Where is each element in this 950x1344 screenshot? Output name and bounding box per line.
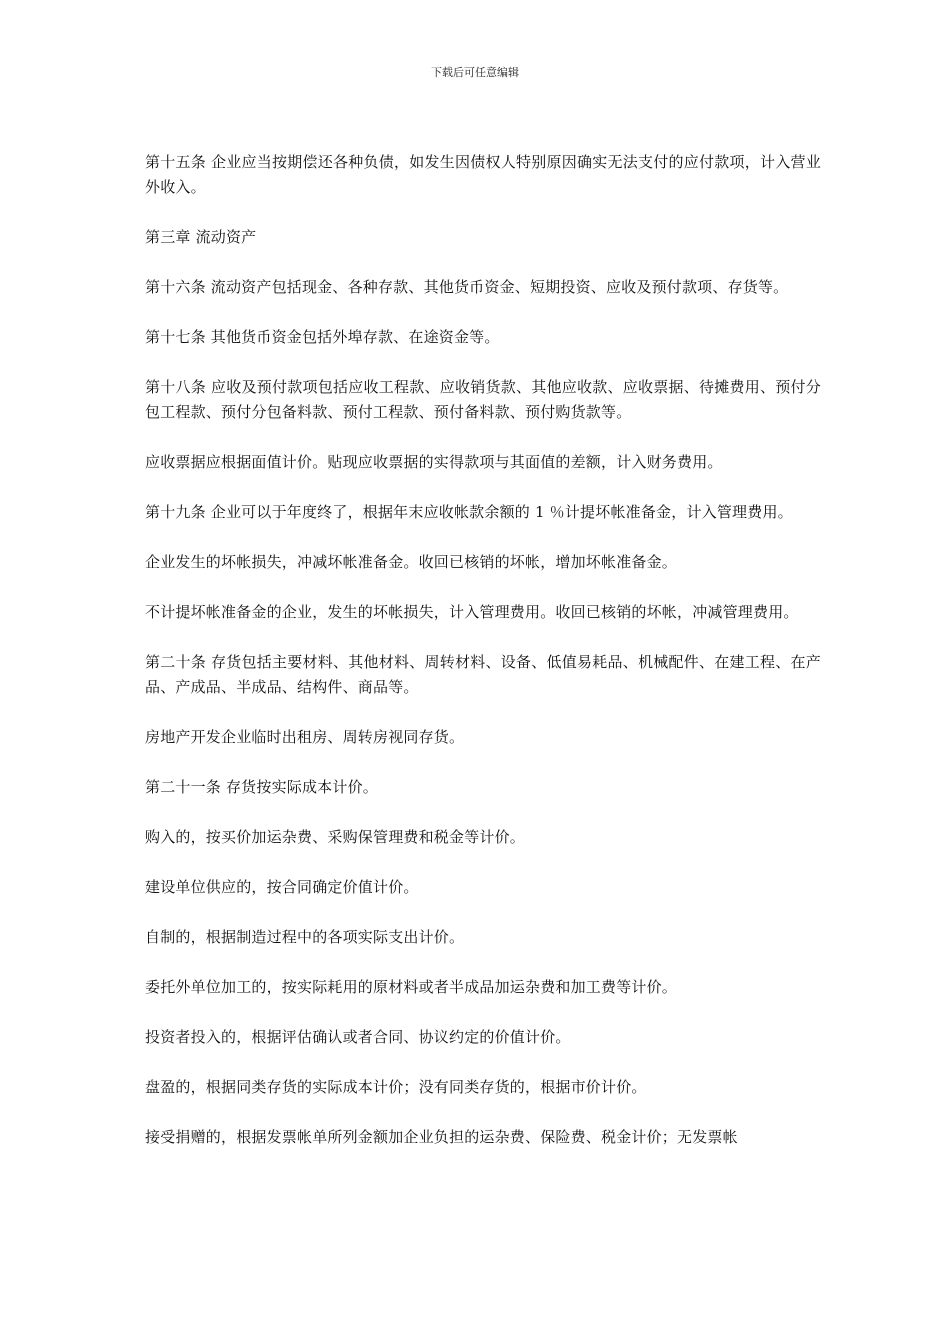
paragraph-article-20: 第二十条 存货包括主要材料、其他材料、周转材料、设备、低值易耗品、机械配件、在建工程、在产品、产成品、半成品、结构件、商品等。 bbox=[145, 653, 821, 696]
paragraph-real-estate-inventory: 房地产开发企业临时出租房、周转房视同存货。 bbox=[145, 728, 465, 746]
paragraph-article-18: 第十八条 应收及预付款项包括应收工程款、应收销货款、其他应收款、应收票据、待摊费用、预付分包工程款、预付分包备料款、预付工程款、预付备料款、预付购货款等。 bbox=[145, 378, 821, 421]
paragraph-bad-debt-loss: 企业发生的坏帐损失，冲减坏帐准备金。收回已核销的坏帐，增加坏帐准备金。 bbox=[145, 553, 678, 571]
paragraph-self-made: 自制的，根据制造过程中的各项实际支出计价。 bbox=[145, 928, 465, 946]
page-header: 下载后可任意编辑 bbox=[431, 66, 519, 79]
paragraph-article-17: 第十七条 其他货币资金包括外埠存款、在途资金等。 bbox=[145, 328, 500, 346]
paragraph-notes-receivable: 应收票据应根据面值计价。贴现应收票据的实得款项与其面值的差额，计入财务费用。 bbox=[145, 453, 723, 471]
paragraph-supplied-by-client: 建设单位供应的，按合同确定价值计价。 bbox=[145, 878, 419, 896]
paragraph-article-15: 第十五条 企业应当按期偿还各种负债，如发生因债权人特别原因确实无法支付的应付款项，计入营业外收入。 bbox=[145, 153, 821, 196]
paragraph-outsourced-processing: 委托外单位加工的，按实际耗用的原材料或者半成品加运杂费和加工费等计价。 bbox=[145, 978, 678, 996]
paragraph-inventory-surplus: 盘盈的，根据同类存货的实际成本计价；没有同类存货的，根据市价计价。 bbox=[145, 1078, 647, 1096]
paragraph-purchased: 购入的，按买价加运杂费、采购保管理费和税金等计价。 bbox=[145, 828, 526, 846]
paragraph-article-16: 第十六条 流动资产包括现金、各种存款、其他货币资金、短期投资、应收及预付款项、存货等。 bbox=[145, 278, 789, 296]
paragraph-investor-contributed: 投资者投入的，根据评估确认或者合同、协议约定的价值计价。 bbox=[145, 1028, 571, 1046]
paragraph-article-19: 第十九条 企业可以于年度终了，根据年末应收帐款余额的 1 ％计提坏帐准备金，计入管理费用。 bbox=[145, 503, 793, 521]
paragraph-no-bad-debt-reserve: 不计提坏帐准备金的企业，发生的坏帐损失，计入管理费用。收回已核销的坏帐，冲减管理费用。 bbox=[145, 603, 799, 621]
chapter-heading-current-assets: 第三章 流动资产 bbox=[145, 228, 257, 246]
paragraph-article-21: 第二十一条 存货按实际成本计价。 bbox=[145, 778, 378, 796]
document-body bbox=[145, 150, 821, 1175]
paragraph-donated: 接受捐赠的，根据发票帐单所列金额加企业负担的运杂费、保险费、税金计价；无发票帐 bbox=[145, 1128, 738, 1146]
